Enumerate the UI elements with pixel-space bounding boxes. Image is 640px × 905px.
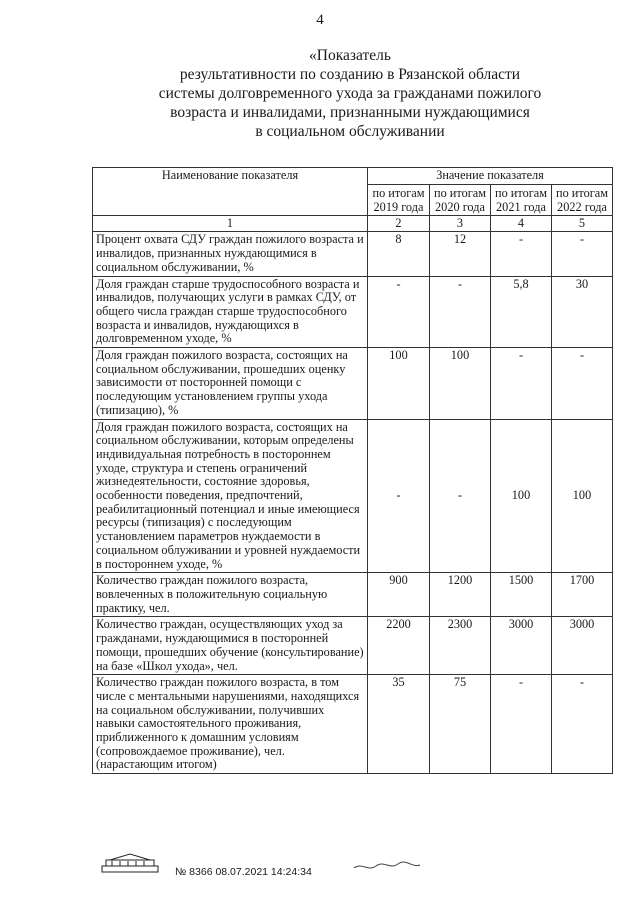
- year-header-2021: по итогам 2021 года: [491, 184, 552, 215]
- value-2020: -: [430, 419, 491, 573]
- value-2020: 1200: [430, 573, 491, 617]
- value-2019: 8: [368, 232, 430, 276]
- indicator-name: Доля граждан пожилого возраста, состоящих на социальном обслуживании, прошедших оценку зависимости от посторонней помощи с последующим установлением группы ухода (типизацию), %: [93, 348, 368, 420]
- column-number: 5: [552, 215, 613, 232]
- column-number: 2: [368, 215, 430, 232]
- indicator-name: Доля граждан пожилого возраста, состоящих на социальном обслуживании, которым определены индивидуальная потребность в постороннем уходе, структура и степень ограничений жизнедеятельности, состояние здоровья, особенности поведения, предпочтений, реабилитационный потенциал и иные имеющиеся ресурсы (типизация) с последующим установлением параметров нуждаемости в социальном облуживании и уровней нуждаемости в постороннем уходе, %: [93, 419, 368, 573]
- value-2019: 2200: [368, 617, 430, 675]
- value-2019: -: [368, 276, 430, 348]
- signature-scribble-icon: [352, 858, 422, 874]
- value-2021: -: [491, 232, 552, 276]
- value-2019: 900: [368, 573, 430, 617]
- value-2019: 100: [368, 348, 430, 420]
- value-2022: -: [552, 348, 613, 420]
- document-footer: [100, 852, 640, 882]
- value-column-header: Значение показателя: [368, 168, 613, 185]
- page-number: 4: [316, 12, 324, 28]
- indicators-table: [92, 167, 613, 774]
- year-header-2019: по итогам 2019 года: [368, 184, 430, 215]
- indicator-name: Доля граждан старше трудоспособного возраста и инвалидов, получающих услуги в рамках СДУ, от общего числа граждан старше трудоспособного возраста и инвалидов, нуждающихся в долговременном уходе, %: [93, 276, 368, 348]
- value-2022: 100: [552, 419, 613, 573]
- title-line: «Показатель: [309, 47, 391, 64]
- value-2021: 1500: [491, 573, 552, 617]
- registration-stamp: № 8366 08.07.2021 14:24:34: [175, 866, 312, 878]
- table-row: [93, 617, 613, 675]
- value-2021: -: [491, 675, 552, 774]
- indicator-name: Процент охвата СДУ граждан пожилого возраста и инвалидов, признанных нуждающимися в социальном обслуживании, %: [93, 232, 368, 276]
- value-2021: 100: [491, 419, 552, 573]
- table-row: [93, 573, 613, 617]
- indicator-name: Количество граждан, осуществляющих уход за гражданами, нуждающимися в посторонней помощи, прошедших обучение (консультирование) на базе «Школ ухода», чел.: [93, 617, 368, 675]
- column-number: 4: [491, 215, 552, 232]
- value-2022: 30: [552, 276, 613, 348]
- table-row: [93, 232, 613, 276]
- column-number: 1: [93, 215, 368, 232]
- year-header-2022: по итогам 2022 года: [552, 184, 613, 215]
- value-2020: 75: [430, 675, 491, 774]
- value-2022: 1700: [552, 573, 613, 617]
- year-header-2020: по итогам 2020 года: [430, 184, 491, 215]
- value-2021: 3000: [491, 617, 552, 675]
- indicator-name: Количество граждан пожилого возраста, в том числе с ментальными нарушениями, находящихся на социальном обслуживании, получивших навыки самостоятельного проживания, приближенного к домашним условиям (сопровождаемое проживание), чел. (нарастающим итогом): [93, 675, 368, 774]
- value-2020: 2300: [430, 617, 491, 675]
- value-2020: 12: [430, 232, 491, 276]
- value-2019: 35: [368, 675, 430, 774]
- value-2022: -: [552, 232, 613, 276]
- name-column-header: Наименование показателя: [93, 168, 368, 216]
- title-line: системы долговременного ухода за гражданами пожилого: [158, 85, 542, 102]
- value-2021: -: [491, 348, 552, 420]
- column-number-row: [93, 215, 613, 232]
- table-row: [93, 348, 613, 420]
- table-row: [93, 675, 613, 774]
- title-line: возраста и инвалидами, признанными нуждающимися: [170, 104, 530, 121]
- value-2022: -: [552, 675, 613, 774]
- title-line: результативности по созданию в Рязанской области: [179, 66, 521, 83]
- value-2022: 3000: [552, 617, 613, 675]
- value-2020: -: [430, 276, 491, 348]
- document-title: [60, 46, 640, 141]
- title-line: в социальном обслуживании: [255, 123, 445, 140]
- value-2019: -: [368, 419, 430, 573]
- table-row: [93, 419, 613, 573]
- indicator-name: Количество граждан пожилого возраста, вовлеченных в положительную социальную практику, чел.: [93, 573, 368, 617]
- building-seal-icon: [100, 852, 160, 874]
- value-2020: 100: [430, 348, 491, 420]
- value-2021: 5,8: [491, 276, 552, 348]
- column-number: 3: [430, 215, 491, 232]
- table-row: [93, 276, 613, 348]
